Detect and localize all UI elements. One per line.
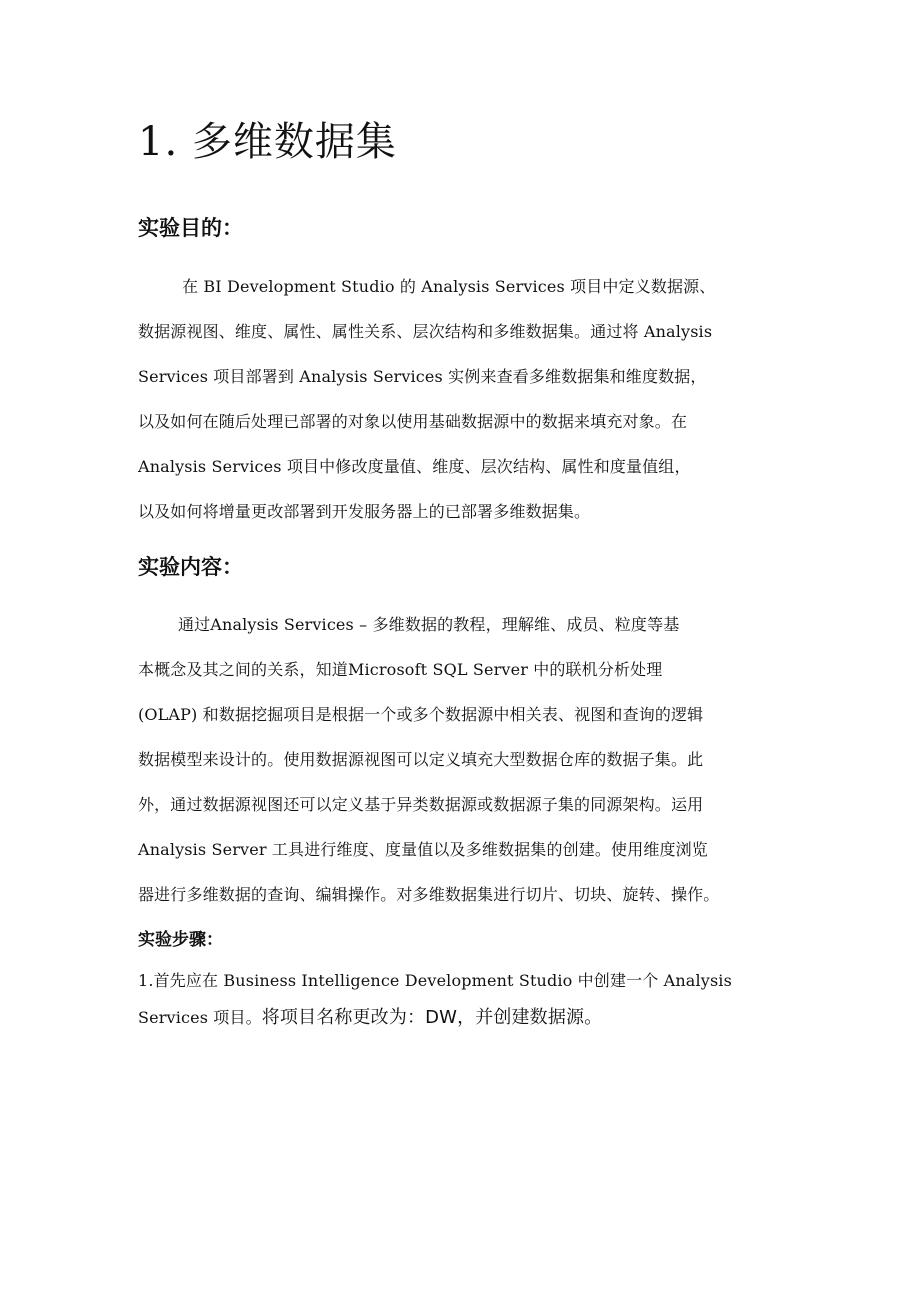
paragraph-line: 1.首先应在 Business Intelligence Development Studio 中创建一个 Analysis (138, 971, 732, 990)
step-text-prefix: Services 项目。 (138, 1008, 262, 1027)
paragraph-line: 器进行多维数据的查询、编辑操作。对多维数据集进行切片、切块、旋转、操作。 (138, 885, 720, 904)
paragraph-line: Services 项目部署到 Analysis Services 实例来查看多维数据集和维度数据， (138, 367, 707, 386)
paragraph-line: Analysis Server 工具进行维度、度量值以及多维数据集的创建。使用维度浏览 (138, 840, 708, 859)
paragraph-line: 数据源视图、维度、属性、属性关系、层次结构和多维数据集。通过将 Analysis (138, 322, 713, 341)
paragraph-line: (OLAP) 和数据挖掘项目是根据一个或多个数据源中相关表、视图和查询的逻辑 (138, 705, 704, 724)
paragraph-line: 外，通过数据源视图还可以定义基于异类数据源或数据源子集的同源架构。运用 (138, 795, 704, 814)
section-heading-content: 实验内容： (138, 555, 243, 579)
section-heading-steps: 实验步骤： (138, 930, 223, 950)
paragraph-line: 在 BI Development Studio 的 Analysis Services 项目中定义数据源、 (182, 277, 716, 296)
document-title: 1. 多维数据集 (138, 119, 397, 165)
paragraph-line: 数据模型来设计的。使用数据源视图可以定义填充大型数据仓库的数据子集。此 (138, 750, 704, 769)
paragraph-line-final (138, 999, 732, 1036)
paragraph-line: 以及如何将增量更改部署到开发服务器上的已部署多维数据集。 (138, 502, 591, 521)
paragraph-line: Analysis Services 项目中修改度量值、维度、层次结构、属性和度量值组， (138, 457, 691, 476)
paragraph-line: 本概念及其之间的关系，知道Microsoft SQL Server 中的联机分析处理 (138, 660, 663, 679)
paragraph-content (138, 602, 719, 917)
paragraph-line: 通过Analysis Services – 多维数据的教程，理解维、成员、粒度等基 (178, 615, 680, 634)
section-heading-purpose: 实验目的： (138, 216, 243, 240)
paragraph-purpose (138, 264, 715, 534)
paragraph-steps (138, 962, 732, 1036)
step-text-suffix: 将项目名称更改为：DW，并创建数据源。 (261, 1007, 603, 1028)
paragraph-line: 以及如何在随后处理已部署的对象以使用基础数据源中的数据来填充对象。在 (138, 412, 688, 431)
